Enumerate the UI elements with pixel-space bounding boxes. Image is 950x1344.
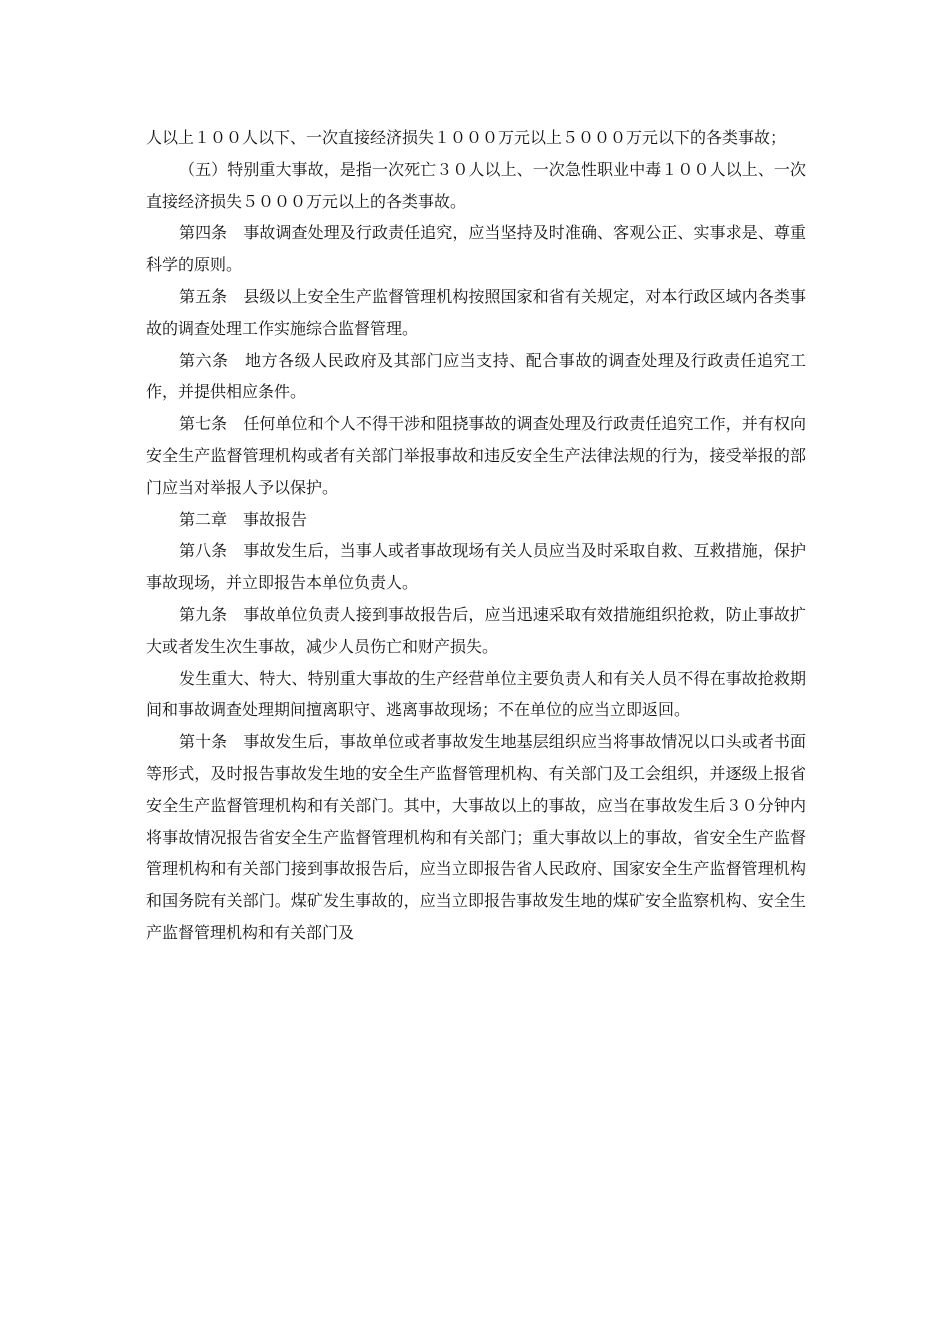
paragraph-continuation: 人以上１００人以下、一次直接经济损失１０００万元以上５０００万元以下的各类事故； xyxy=(146,128,787,147)
document-page xyxy=(146,122,806,949)
paragraph-article-4: 第四条 事故调查处理及行政责任追究，应当坚持及时准确、客观公正、实事求是、尊重科学的原则。 xyxy=(146,223,806,275)
paragraph-article-5: 第五条 县级以上安全生产监督管理机构按照国家和省有关规定，对本行政区域内各类事故的调查处理工作实施综合监督管理。 xyxy=(146,286,806,338)
chapter-heading: 第二章 事故报告 xyxy=(179,509,308,529)
paragraph-article-9-sub: 发生重大、特大、特别重大事故的生产经营单位主要负责人和有关人员不得在事故抢救期间和事故调查处理期间擅离职守、逃离事故现场；不在单位的应当立即返回。 xyxy=(146,668,806,720)
paragraph-clause-5: （五）特别重大事故，是指一次死亡３０人以上、一次急性职业中毒１００人以上、一次直接经济损失５０００万元以上的各类事故。 xyxy=(146,159,806,211)
paragraph-article-8: 第八条 事故发生后，当事人或者事故现场有关人员应当及时采取自救、互救措施，保护事故现场，并立即报告本单位负责人。 xyxy=(146,541,806,593)
paragraph-article-10: 第十条 事故发生后，事故单位或者事故发生地基层组织应当将事故情况以口头或者书面等形式，及时报告事故发生地的安全生产监督管理机构、有关部门及工会组织，并逐级上报省安全生产监督管理机构和有关部门。其中，大事故以上的事故，应当在事故发生后３０分钟内将事故情况报告省安全生产监督管理机构和有关部门；重大事故以上的事故，省安全生产监督管理机构和有关部门接到事故报告后，应当立即报告省人民政府、国家安全生产监督管理机构和国务院有关部门。煤矿发生事故的，应当立即报告事故发生地的煤矿安全监察机构、安全生产监督管理机构和有关部门及 xyxy=(146,732,806,942)
paragraph-article-6: 第六条 地方各级人民政府及其部门应当支持、配合事故的调查处理及行政责任追究工作，并提供相应条件。 xyxy=(146,350,806,402)
paragraph-article-9: 第九条 事故单位负责人接到事故报告后，应当迅速采取有效措施组织抢救，防止事故扩大或者发生次生事故，减少人员伤亡和财产损失。 xyxy=(146,604,806,656)
paragraph-article-7: 第七条 任何单位和个人不得干涉和阻挠事故的调查处理及行政责任追究工作，并有权向安全生产监督管理机构或者有关部门举报事故和违反安全生产法律法规的行为，接受举报的部门应当对举报人予以保护。 xyxy=(146,414,806,497)
